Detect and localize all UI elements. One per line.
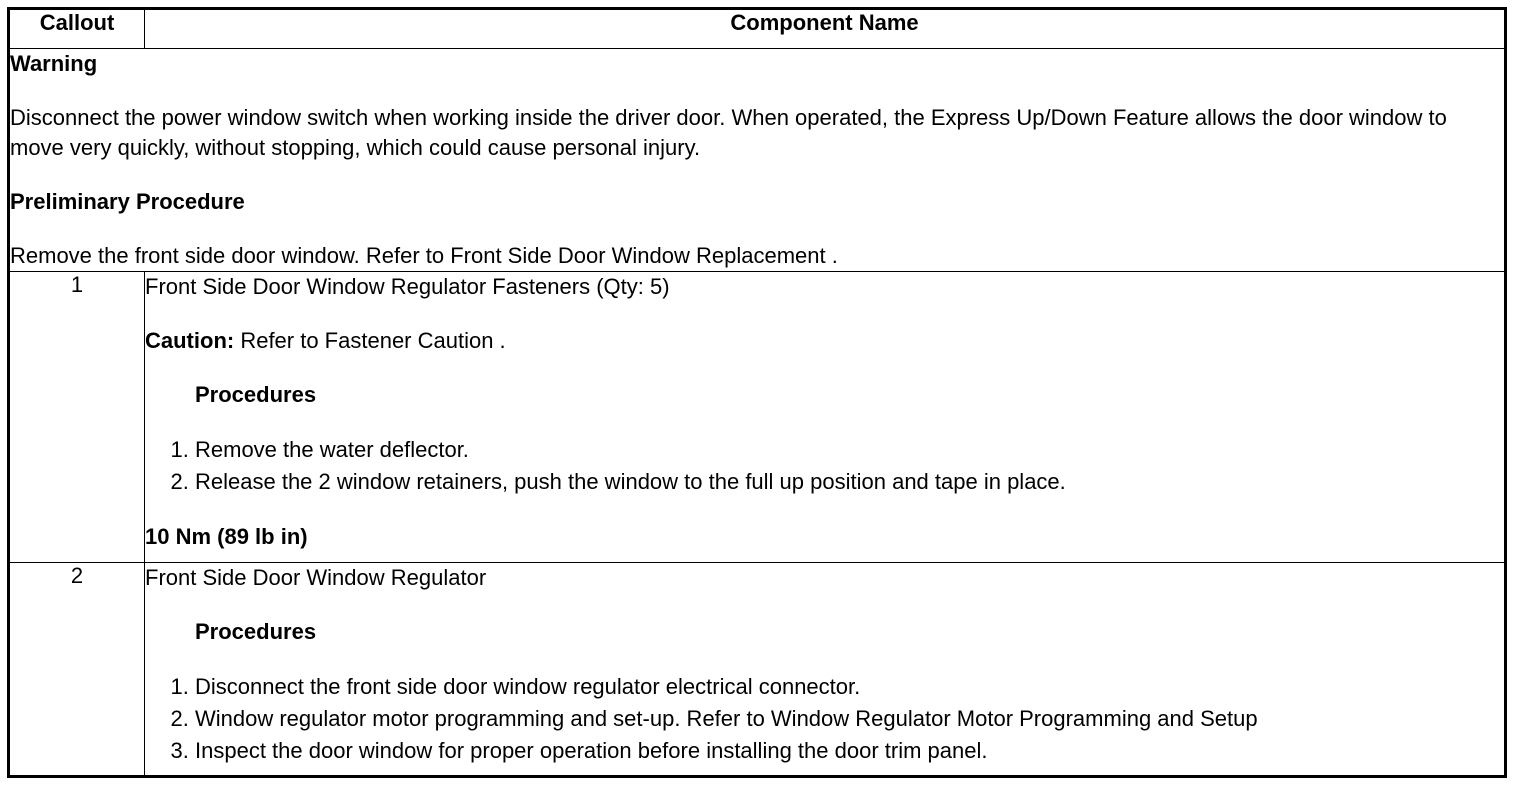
- list-item: 2. Window regulator motor programming and set-up. Refer to Window Regulator Motor Programming and Setup: [195, 703, 1504, 735]
- header-callout: Callout: [9, 9, 145, 49]
- component-cell: [145, 563, 1506, 777]
- preliminary-text: Remove the front side door window. Refer to Front Side Door Window Replacement .: [10, 243, 838, 268]
- torque-spec: 10 Nm (89 lb in): [145, 524, 308, 549]
- procedure-steps: [145, 671, 1504, 767]
- component-name: Front Side Door Window Regulator Fasteners (Qty: 5): [145, 274, 670, 299]
- warning-title: Warning: [10, 51, 98, 76]
- list-item: 1. Remove the water deflector.: [195, 434, 1504, 466]
- preliminary-title: Preliminary Procedure: [10, 189, 245, 214]
- component-cell: [145, 272, 1506, 563]
- callout-number: 2: [9, 563, 145, 777]
- list-item: 1. Disconnect the front side door window regulator electrical connector.: [195, 671, 1504, 703]
- caution-label: Caution:: [145, 328, 235, 353]
- procedures-title: Procedures: [195, 382, 317, 407]
- table-row: [9, 272, 1506, 563]
- callout-number: 1: [9, 272, 145, 563]
- procedure-steps: [145, 434, 1504, 498]
- component-name: Front Side Door Window Regulator: [145, 565, 487, 590]
- caution-line: [145, 326, 1504, 356]
- procedures-title: Procedures: [195, 619, 317, 644]
- caution-text: Refer to Fastener Caution .: [234, 328, 506, 353]
- notes-row: [9, 49, 1506, 272]
- header-row: [9, 9, 1506, 49]
- warning-text: Disconnect the power window switch when working inside the driver door. When operated, the Express Up/Down Feature allows the door window to move very quickly, without stopping, which could cause personal injury.: [10, 105, 1447, 160]
- header-component-name: Component Name: [145, 9, 1506, 49]
- notes-cell: [9, 49, 1506, 272]
- table-row: [9, 563, 1506, 777]
- list-item: 2. Release the 2 window retainers, push the window to the full up position and tape in place.: [195, 466, 1504, 498]
- component-table: [7, 7, 1507, 778]
- list-item: 3. Inspect the door window for proper operation before installing the door trim panel.: [195, 735, 1504, 767]
